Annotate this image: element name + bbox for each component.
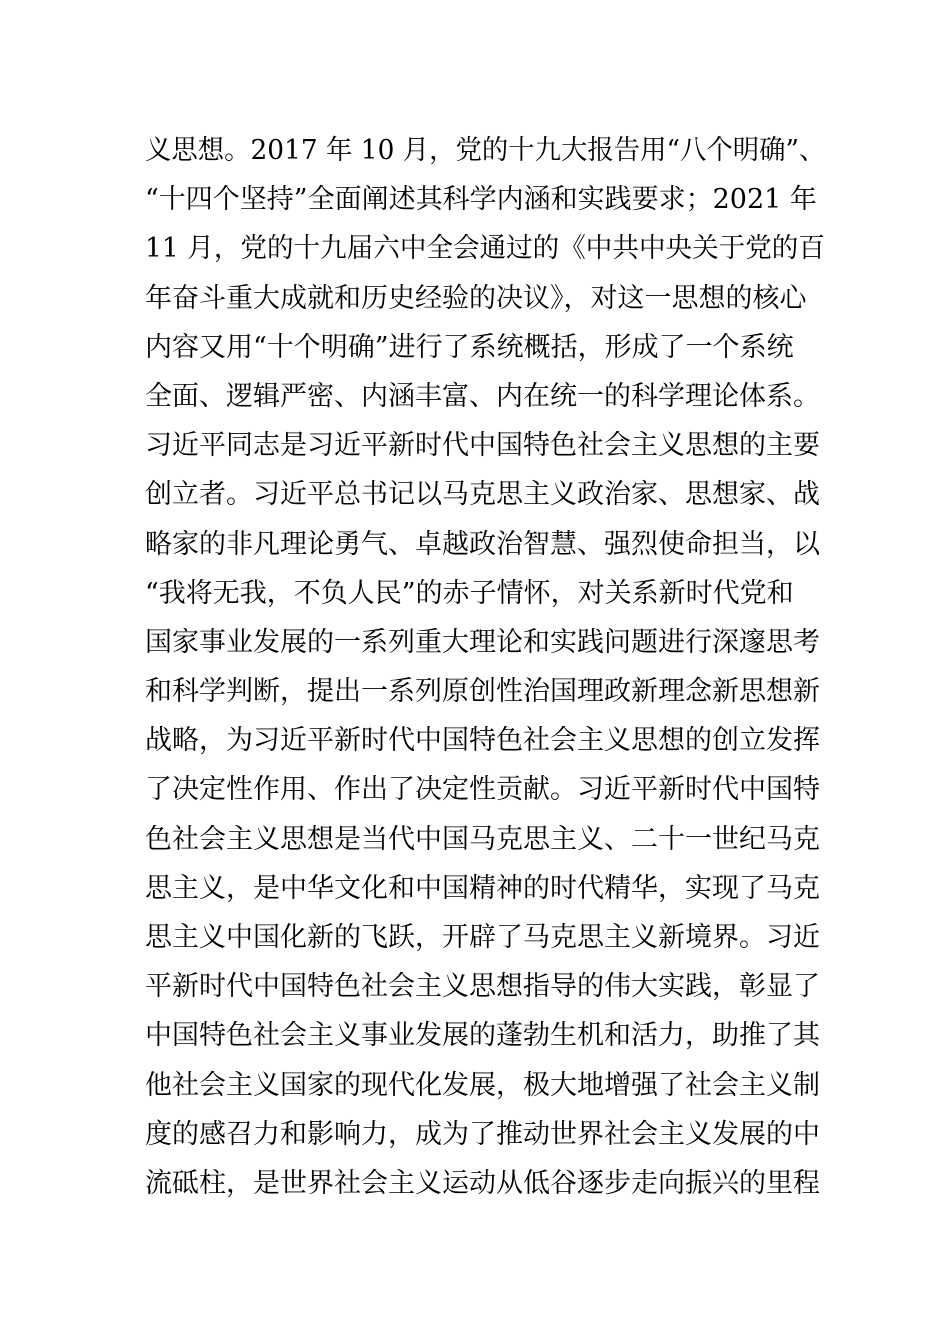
text-line: 他社会主义国家的现代化发展，极大地增强了社会主义制 (145, 1069, 820, 1101)
text-line: 全面、逻辑严密、内涵丰富、内在统一的科学理论体系。 (145, 380, 820, 412)
text-line: 国家事业发展的一系列重大理论和实践问题进行深邃思考 (145, 626, 820, 658)
text-line: 义思想。2017 年 10 月，党的十九大报告用“八个明确”、 (145, 135, 826, 166)
text-line: 流砥柱，是世界社会主义运动从低谷逐步走向振兴的里程 (145, 1167, 820, 1199)
text-line: “我将无我，不负人民”的赤子情怀，对关系新时代党和 (145, 577, 794, 609)
text-line: 色社会主义思想是当代中国马克思主义、二十一世纪马克 (145, 823, 820, 855)
text-line: 创立者。习近平总书记以马克思主义政治家、思想家、战 (145, 479, 820, 511)
text-line: 11 月，党的十九届六中全会通过的《中共中央关于党的百 (145, 233, 825, 265)
text-line: 内容又用“十个明确”进行了系统概括，形成了一个系统 (145, 331, 794, 363)
text-line: 略家的非凡理论勇气、卓越政治智慧、强烈使命担当，以 (145, 528, 820, 560)
text-line: 平新时代中国特色社会主义思想指导的伟大实践，彰显了 (145, 971, 820, 1003)
text-line: 思主义，是中华文化和中国精神的时代精华，实现了马克 (145, 872, 820, 904)
text-line: 中国特色社会主义事业发展的蓬勃生机和活力，助推了其 (145, 1020, 820, 1052)
text-line: 和科学判断，提出一系列原创性治国理政新理念新思想新 (145, 676, 820, 708)
body-paragraph (145, 126, 825, 1208)
text-line: 年奋斗重大成就和历史经验的决议》，对这一思想的核心 (145, 282, 807, 314)
text-line: 思主义中国化新的飞跃，开辟了马克思主义新境界。习近 (145, 922, 820, 953)
text-line: 度的感召力和影响力，成为了推动世界社会主义发展的中 (145, 1118, 820, 1150)
text-line: 战略，为习近平新时代中国特色社会主义思想的创立发挥 (145, 725, 820, 757)
text-line: “十四个坚持”全面阐述其科学内涵和实践要求；2021 年 (145, 184, 817, 216)
text-line: 了决定性作用、作出了决定性贡献。习近平新时代中国特 (145, 774, 820, 806)
text-line: 习近平同志是习近平新时代中国特色社会主义思想的主要 (145, 430, 820, 462)
